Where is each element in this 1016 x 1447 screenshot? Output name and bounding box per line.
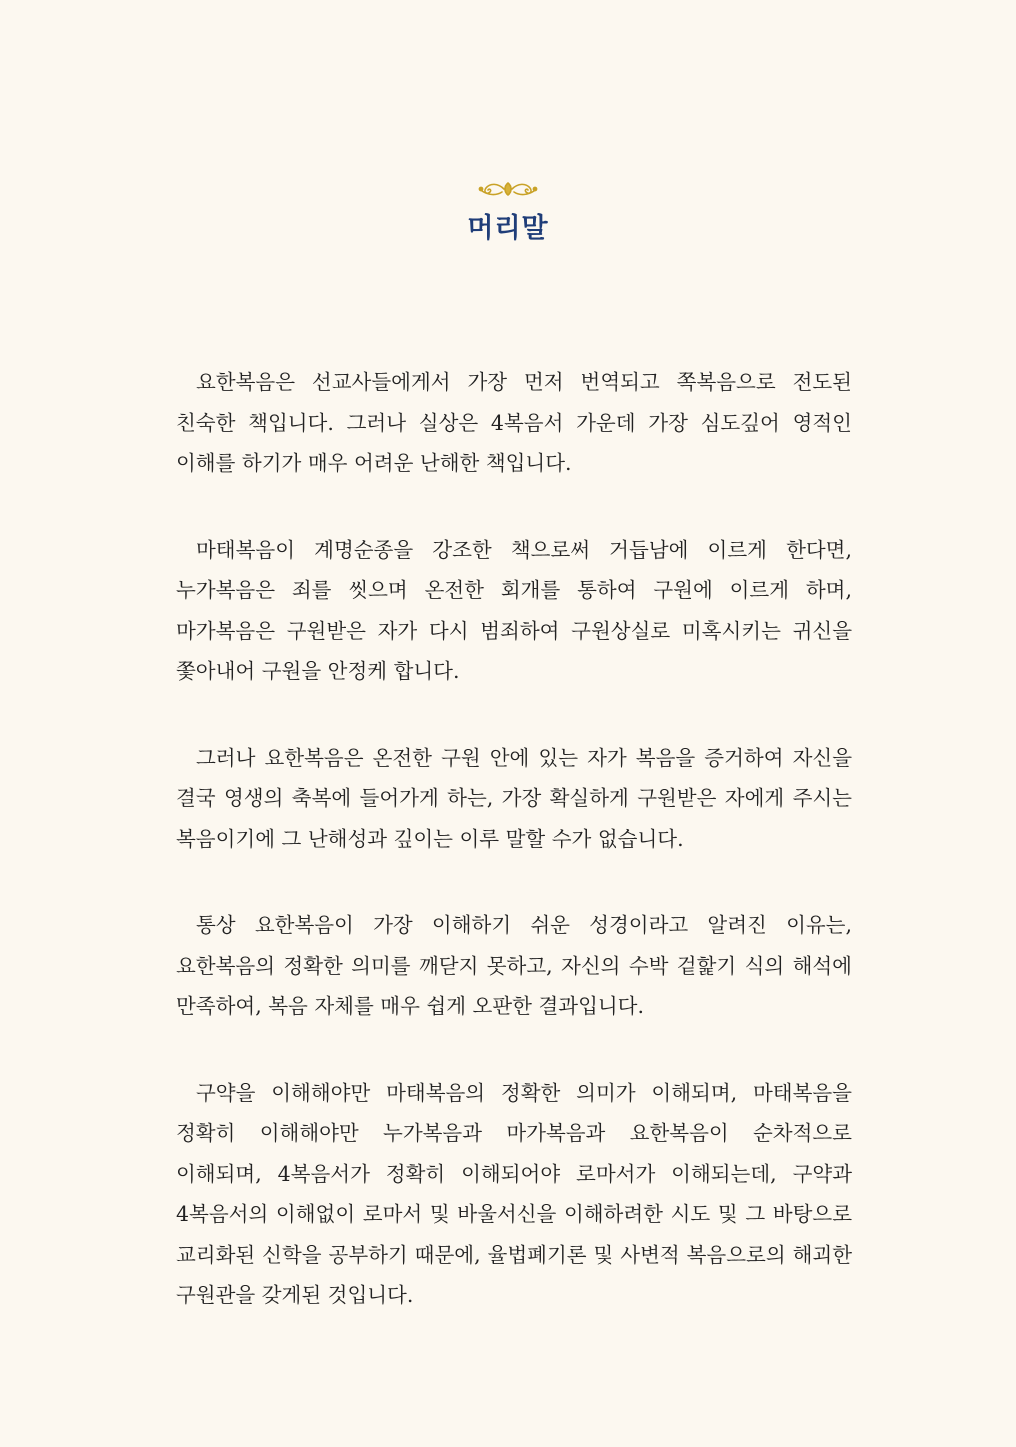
preface-body <box>176 362 852 1362</box>
paragraph-1: 요한복음은 선교사들에게서 가장 먼저 번역되고 쪽복음으로 전도된 친숙한 책입니다. 그러나 실상은 4복음서 가운데 가장 심도깊어 영적인 이해를 하기가 매우 어려운 난해한 책입니다. <box>176 370 852 475</box>
paragraph-5: 구약을 이해해야만 마태복음의 정확한 의미가 이해되며, 마태복음을 정확히 이해해야만 누가복음과 마가복음과 요한복음이 순차적으로 이해되며, 4복음서가 정확히 이해되어야 로마서가 이해되는데, 구약과 4복음서의 이해없이 로마서 및 바울서신을 이해하려한 시도 및 그 바탕으로 교리화된 신학을 공부하기 때문에, 율법폐기론 및 사변적 복음으로의 해괴한 구원관을 갖게된 것입니다. <box>176 1080 852 1307</box>
paragraph-2: 마태복음이 계명순종을 강조한 책으로써 거듭남에 이르게 한다면, 누가복음은 죄를 씻으며 온전한 회개를 통하여 구원에 이르게 하며, 마가복음은 구원받은 자가 다시 범죄하여 구원상실로 미혹시키는 귀신을 쫓아내어 구원을 안정케 합니다. <box>176 537 852 683</box>
page-title: 머리말 <box>467 213 549 244</box>
paragraph-4: 통상 요한복음이 가장 이해하기 쉬운 성경이라고 알려진 이유는, 요한복음의 정확한 의미를 깨닫지 못하고, 자신의 수박 겉핥기 식의 해석에 만족하여, 복음 자체를 매우 쉽게 오판한 결과입니다. <box>176 913 852 1018</box>
gold-flourish-ornament-icon <box>478 180 538 198</box>
paragraph-3: 그러나 요한복음은 온전한 구원 안에 있는 자가 복음을 증거하여 자신을 결국 영생의 축복에 들어가게 하는, 가장 확실하게 구원받은 자에게 주시는 복음이기에 그 난해성과 깊이는 이루 말할 수가 없습니다. <box>176 745 852 851</box>
